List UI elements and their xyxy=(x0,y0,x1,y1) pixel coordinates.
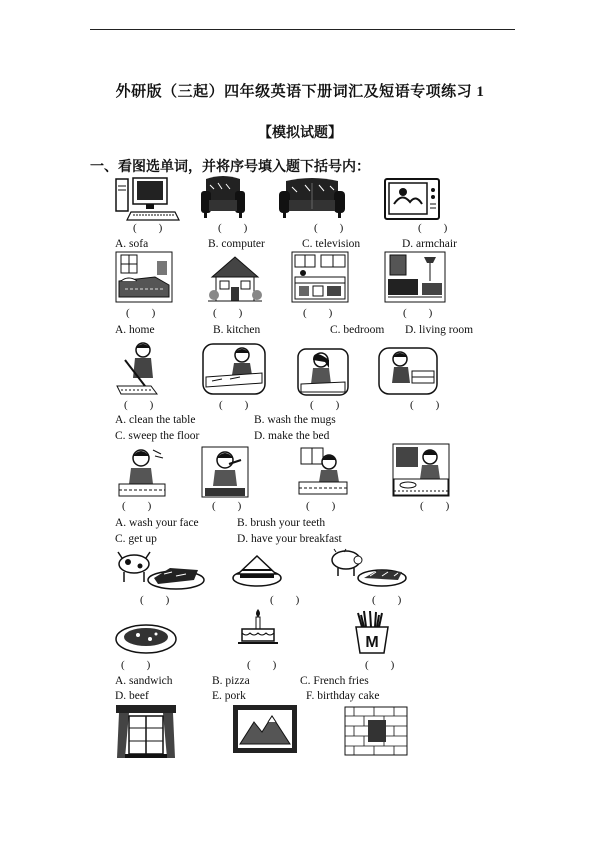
answer-blank[interactable]: ( ) xyxy=(410,399,440,411)
answer-blank[interactable]: ( ) xyxy=(314,222,344,234)
answer-blank[interactable]: ( ) xyxy=(124,399,154,411)
top-rule xyxy=(90,29,515,30)
answer-blank[interactable]: ( ) xyxy=(133,222,163,234)
option: C. bedroom xyxy=(330,324,385,336)
answer-blank[interactable]: ( ) xyxy=(218,222,248,234)
question-heading: 一、看图选单词，并将序号填入题下括号内： xyxy=(90,160,370,175)
option: D. make the bed xyxy=(254,430,330,442)
option: B. kitchen xyxy=(213,324,261,336)
answer-blank[interactable]: ( ) xyxy=(303,307,333,319)
option: A. sandwich xyxy=(115,675,173,687)
armchair-picture xyxy=(200,173,246,219)
answer-blank[interactable]: ( ) xyxy=(365,659,395,671)
option: B. pizza xyxy=(212,675,250,687)
answer-blank[interactable]: ( ) xyxy=(403,307,433,319)
answer-blank[interactable]: ( ) xyxy=(420,500,450,512)
have-breakfast-picture xyxy=(392,443,450,497)
answer-blank[interactable]: ( ) xyxy=(270,594,300,606)
pork-picture xyxy=(328,548,408,590)
option: A. home xyxy=(115,324,155,336)
brush-teeth-picture xyxy=(201,446,249,498)
birthday-cake-picture xyxy=(236,607,280,651)
sofa-picture xyxy=(278,175,346,219)
french-fries-picture xyxy=(350,609,394,655)
answer-blank[interactable]: ( ) xyxy=(310,399,340,411)
picture-frame-picture xyxy=(232,704,298,754)
option: A. sofa xyxy=(115,238,149,250)
option: D. living room xyxy=(405,324,474,336)
answer-blank[interactable]: ( ) xyxy=(247,659,277,671)
get-up-picture xyxy=(297,446,349,496)
wall-picture xyxy=(344,706,408,756)
clean-table-picture xyxy=(202,343,266,395)
option: A. clean the table xyxy=(115,414,196,426)
computer-picture xyxy=(115,176,180,222)
option: C. television xyxy=(302,238,361,250)
kitchen-picture xyxy=(291,251,349,303)
answer-blank[interactable]: ( ) xyxy=(121,659,151,671)
answer-blank[interactable]: ( ) xyxy=(418,222,448,234)
option: B. computer xyxy=(208,238,265,250)
option: C. sweep the floor xyxy=(115,430,200,442)
pizza-picture xyxy=(114,621,178,655)
wash-face-picture xyxy=(115,446,169,498)
answer-blank[interactable]: ( ) xyxy=(219,399,249,411)
answer-blank[interactable]: ( ) xyxy=(126,307,156,319)
beef-picture xyxy=(114,548,206,592)
answer-blank[interactable]: ( ) xyxy=(213,307,243,319)
sandwich-picture xyxy=(232,552,282,588)
make-bed-picture xyxy=(297,348,349,396)
answer-blank[interactable]: ( ) xyxy=(372,594,402,606)
option: D. armchair xyxy=(402,238,457,250)
answer-blank[interactable]: ( ) xyxy=(140,594,170,606)
option: B. brush your teeth xyxy=(237,517,326,529)
option: E. pork xyxy=(212,690,246,702)
section-subtitle: 【模拟试题】 xyxy=(258,126,342,141)
option: C. get up xyxy=(115,533,157,545)
answer-blank[interactable]: ( ) xyxy=(212,500,242,512)
page-title: 外研版（三起）四年级英语下册词汇及短语专项练习 1 xyxy=(115,84,485,100)
option: D. beef xyxy=(115,690,149,702)
option: F. birthday cake xyxy=(306,690,380,702)
option: A. wash your face xyxy=(115,517,199,529)
television-picture xyxy=(384,178,440,220)
answer-blank[interactable]: ( ) xyxy=(122,500,152,512)
fast-food-logo: M xyxy=(365,634,379,651)
window-picture xyxy=(115,704,177,760)
option: C. French fries xyxy=(300,675,369,687)
option: B. wash the mugs xyxy=(254,414,336,426)
option: D. have your breakfast xyxy=(237,533,342,545)
wash-mugs-picture xyxy=(378,347,438,395)
answer-blank[interactable]: ( ) xyxy=(306,500,336,512)
bedroom-picture xyxy=(115,251,173,303)
home-picture xyxy=(208,253,262,303)
sweep-floor-picture xyxy=(115,340,167,396)
living-room-picture xyxy=(384,251,446,303)
